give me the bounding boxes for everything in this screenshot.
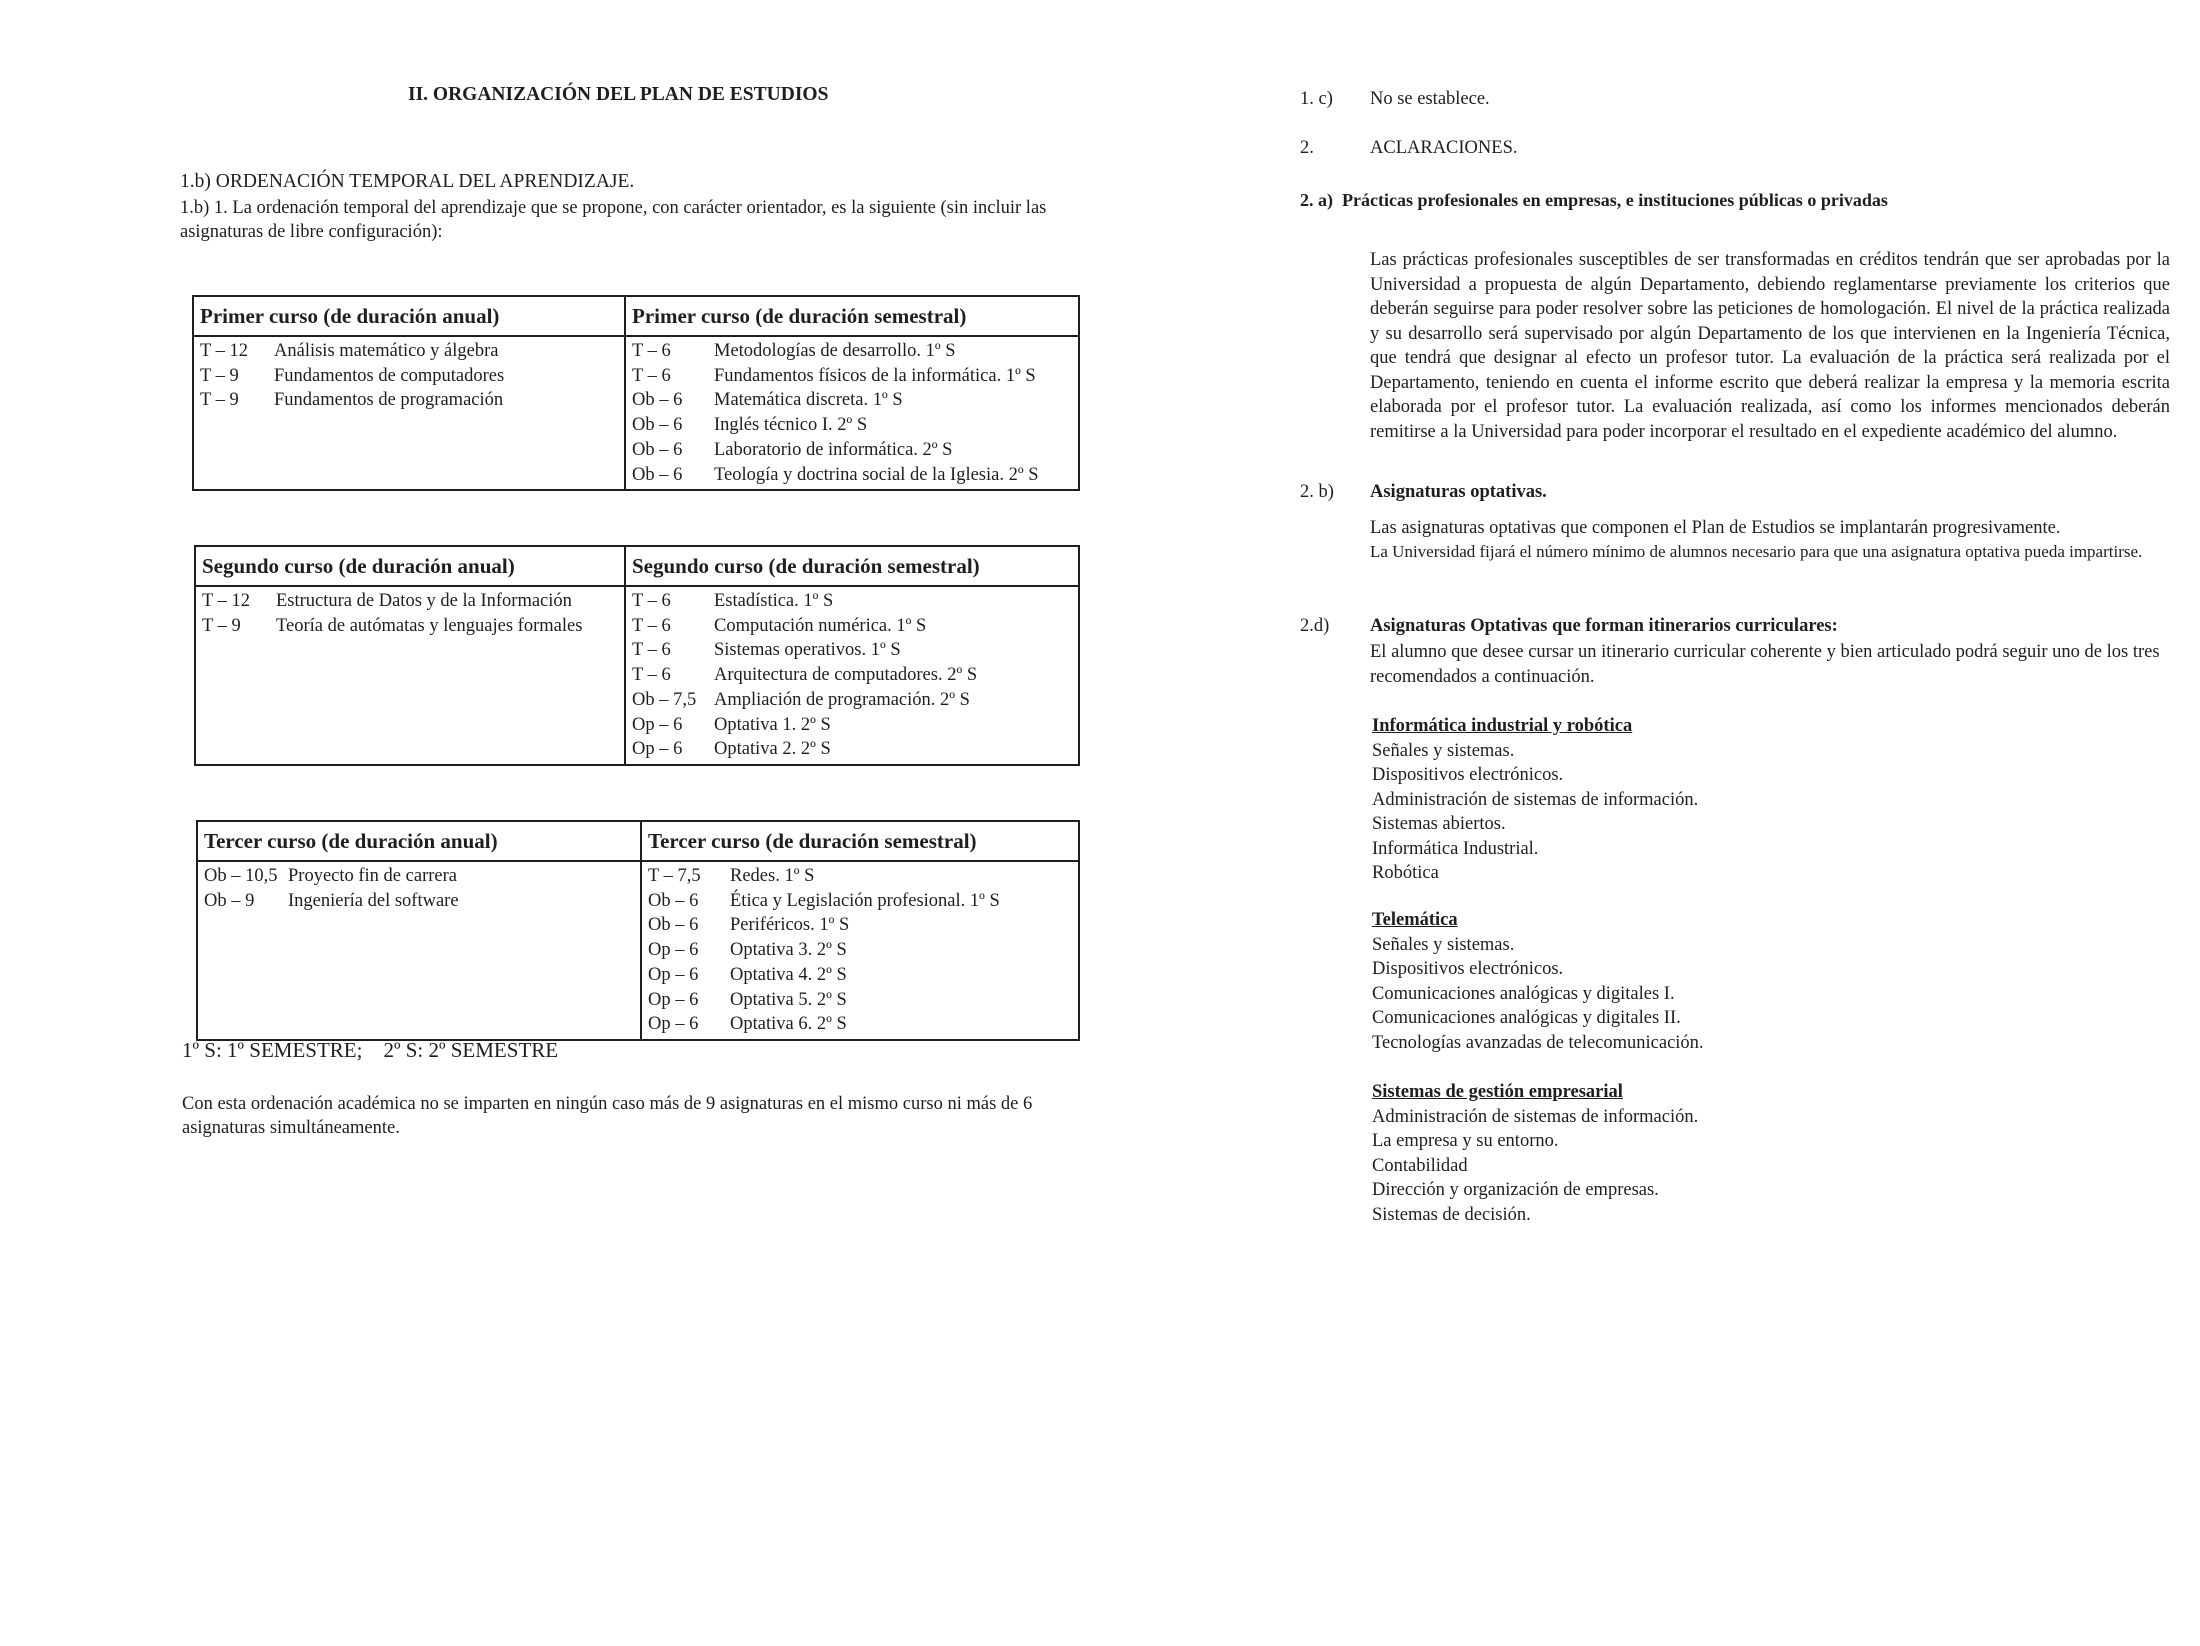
- subject-row: Op – 6 Optativa 5. 2º S: [648, 989, 847, 1010]
- section-number: 2. b): [1300, 482, 1334, 502]
- subject-row: Op – 6 Optativa 6. 2º S: [648, 1014, 847, 1035]
- itinerary-item: Comunicaciones analógicas y digitales II.: [1372, 1008, 1681, 1028]
- itinerary-item: Tecnologías avanzadas de telecomunicación.: [1372, 1033, 1704, 1053]
- itinerary-item: Administración de sistemas de información.: [1372, 790, 1699, 810]
- itinerary-item: Contabilidad: [1372, 1156, 1468, 1176]
- subject-row: Ob – 10,5 Proyecto fin de carrera: [204, 866, 457, 886]
- itinerary-item: Sistemas de decisión.: [1372, 1205, 1531, 1225]
- optatives-line: La Universidad fijará el número mínimo de alumnos necesario para que una asignatura optativa pueda impartirse.: [1370, 542, 2143, 561]
- annual-subjects: [193, 336, 625, 490]
- semester-header: Tercer curso (de duración semestral): [641, 821, 1079, 861]
- itinerary-item: Informática Industrial.: [1372, 839, 1539, 859]
- subject-row: T – 6 Fundamentos físicos de la informática. 1º S: [632, 365, 1036, 386]
- itinerary-title: Telemática: [1372, 910, 1458, 930]
- intro-paragraph: 1.b) 1. La ordenación temporal del aprendizaje que se propone, con carácter orientador, es la siguiente (sin incluir las asignaturas de libre configuración):: [180, 198, 1047, 242]
- itinerary-item: Robótica: [1372, 863, 1439, 883]
- subject-row: T – 9 Fundamentos de computadores: [200, 365, 505, 386]
- itinerary-item: La empresa y su entorno.: [1372, 1131, 1559, 1151]
- itinerary-item: Dispositivos electrónicos.: [1372, 765, 1564, 785]
- practices-paragraph: Las prácticas profesionales susceptibles de ser transformadas en créditos tendrán que ser aprobadas por la Universidad a propuesta de algún Departamento, debiendo reglamentarse previamente los criterios que deberán seguirse para poder resolver sobre las peticiones de homologación. El nivel de la práctica realizada y su desarrollo será supervisado por algún Departamento de los que intervienen en la Ingeniería Técnica, que tendrá que designar al efecto un profesor tutor. La evaluación de la práctica será realizada por el Departamento, teniendo en cuenta el informe escrito que deberá realizar la empresa y la memoria escrita elaborada por el profesor tutor. La evaluación realizada, así como los informes mencionados deberán remitirse a la Universidad para poder incorporar el resultado en el expediente académico del alumno.: [1370, 250, 2170, 442]
- semester-subjects: [625, 336, 1079, 490]
- itinerary-item: Señales y sistemas.: [1372, 741, 1515, 761]
- section-title: Asignaturas Optativas que forman itinerarios curriculares:: [1370, 616, 1838, 636]
- semester-subjects: [641, 861, 1079, 1040]
- subject-row: T – 7,5 Redes. 1º S: [648, 866, 815, 886]
- subject-row: Ob – 6 Inglés técnico I. 2º S: [632, 415, 868, 436]
- semester-subjects: [625, 586, 1079, 765]
- itinerary-item: Señales y sistemas.: [1372, 935, 1515, 955]
- subject-row: Op – 6 Optativa 3. 2º S: [648, 940, 847, 961]
- subject-row: Ob – 6 Teología y doctrina social de la Iglesia. 2º S: [632, 464, 1039, 485]
- subject-row: Ob – 7,5 Ampliación de programación. 2º S: [632, 689, 970, 710]
- subject-row: Ob – 6 Matemática discreta. 1º S: [632, 390, 903, 411]
- subject-row: T – 12 Estructura de Datos y de la Información: [202, 591, 572, 611]
- subject-row: T – 12 Análisis matemático y álgebra: [200, 341, 499, 361]
- subject-row: Ob – 6 Periféricos. 1º S: [648, 915, 850, 936]
- annual-header: Segundo curso (de duración anual): [195, 546, 625, 586]
- itinerary-item: Dispositivos electrónicos.: [1372, 959, 1564, 979]
- subject-row: T – 6 Metodologías de desarrollo. 1º S: [632, 341, 956, 361]
- subject-row: Ob – 6 Laboratorio de informática. 2º S: [632, 439, 953, 460]
- itinerary-item: Administración de sistemas de información.: [1372, 1107, 1699, 1127]
- third-year-table: [196, 820, 1080, 1041]
- optatives-line: Las asignaturas optativas que componen el Plan de Estudios se implantarán progresivamente.: [1370, 518, 2061, 538]
- subject-row: Ob – 6 Ética y Legislación profesional. 1º S: [648, 890, 1000, 911]
- annual-subjects: [197, 861, 641, 1040]
- first-year-table: [192, 295, 1080, 491]
- subject-row: T – 6 Computación numérica. 1º S: [632, 615, 927, 636]
- section-number: 2.d): [1300, 616, 1330, 636]
- semester-header: Primer curso (de duración semestral): [625, 296, 1079, 336]
- page-heading: II. ORGANIZACIÓN DEL PLAN DE ESTUDIOS: [408, 84, 829, 105]
- itinerary-item: Sistemas abiertos.: [1372, 814, 1506, 834]
- annual-header: Tercer curso (de duración anual): [197, 821, 641, 861]
- section-title: Asignaturas optativas.: [1370, 482, 1547, 502]
- subject-row: Op – 6 Optativa 1. 2º S: [632, 714, 831, 735]
- semester-header: Segundo curso (de duración semestral): [625, 546, 1079, 586]
- itinerary-intro: El alumno que desee cursar un itinerario curricular coherente y bien articulado podrá seguir uno de los tres recomendados a continuación.: [1370, 642, 2160, 687]
- subject-row: T – 6 Arquitectura de computadores. 2º S: [632, 665, 978, 686]
- itinerary-item: Dirección y organización de empresas.: [1372, 1180, 1659, 1200]
- section-number: 2.: [1300, 138, 1314, 158]
- closing-paragraph: Con esta ordenación académica no se imparten en ningún caso más de 9 asignaturas en el mismo curso ni más de 6 asignaturas simultáneamente.: [182, 1094, 1033, 1138]
- semester-legend: 1º S: 1º SEMESTRE; 2º S: 2º SEMESTRE: [182, 1038, 559, 1062]
- section-title: ACLARACIONES.: [1370, 138, 1518, 158]
- subject-row: T – 6 Sistemas operativos. 1º S: [632, 640, 901, 661]
- section-number: 1. c): [1300, 89, 1333, 109]
- annual-header: Primer curso (de duración anual): [193, 296, 625, 336]
- second-year-table: [194, 545, 1080, 766]
- subject-row: T – 6 Estadística. 1º S: [632, 591, 834, 611]
- subject-row: Op – 6 Optativa 2. 2º S: [632, 739, 831, 760]
- subject-row: Ob – 9 Ingeniería del software: [204, 890, 459, 911]
- annual-subjects: [195, 586, 625, 765]
- subject-row: Op – 6 Optativa 4. 2º S: [648, 964, 847, 985]
- section-title: 2. a) Prácticas profesionales en empresas, e instituciones públicas o privadas: [1300, 190, 1888, 210]
- section-title: 1.b) ORDENACIÓN TEMPORAL DEL APRENDIZAJE.: [180, 171, 635, 192]
- itinerary-title: Informática industrial y robótica: [1372, 716, 1633, 736]
- itinerary-title: Sistemas de gestión empresarial: [1372, 1082, 1623, 1102]
- subject-row: T – 9 Teoría de autómatas y lenguajes formales: [202, 615, 583, 636]
- section-text: No se establece.: [1370, 89, 1490, 109]
- subject-row: T – 9 Fundamentos de programación: [200, 390, 504, 411]
- itinerary-item: Comunicaciones analógicas y digitales I.: [1372, 984, 1675, 1004]
